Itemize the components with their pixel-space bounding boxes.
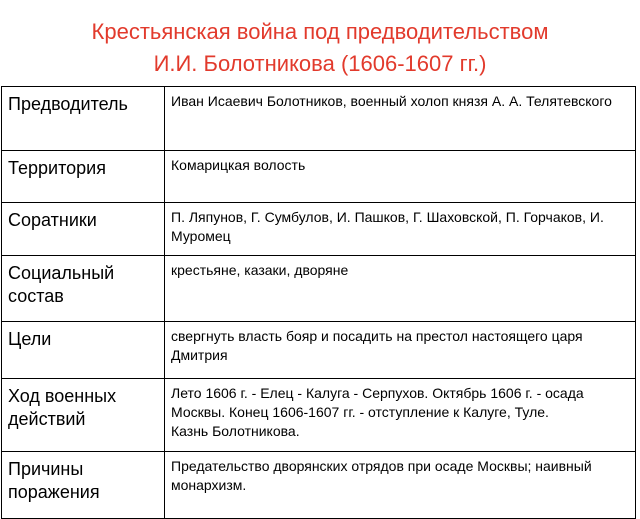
row-value-territory: Комарицкая волость	[165, 151, 636, 203]
row-label-text: Территория	[8, 158, 106, 178]
row-label-text: состав	[8, 286, 64, 306]
table-row	[2, 256, 636, 322]
row-value-associates: П. Ляпунов, Г. Сумбулов, И. Пашков, Г. Шаховской, П. Горчаков, И. Муромец	[165, 203, 636, 256]
row-label-goals	[2, 322, 165, 379]
table-row	[2, 379, 636, 452]
row-label-associates	[2, 203, 165, 256]
row-value-defeat-reasons: Предательство дворянских отрядов при осаде Москвы; наивный монархизм.	[165, 452, 636, 519]
title-line-2: И.И. Болотникова (1606-1607 гг.)	[153, 51, 487, 76]
table-row	[2, 203, 636, 256]
title-line-1: Крестьянская война под предводительством	[91, 19, 549, 44]
row-value-extra: Казнь Болотникова.	[171, 423, 300, 439]
row-value-text: Лето 1606 г. - Елец - Калуга - Серпухов. Октябрь 1606 г. - осада Москвы. Конец 1606-1607 гг. - отступление к Калуге, Туле.	[171, 385, 584, 420]
row-label-leader	[2, 87, 165, 151]
slide-title	[0, 16, 640, 80]
row-label-text: действий	[8, 409, 86, 429]
row-label-text: Социальный	[8, 263, 115, 283]
row-label-military-course	[2, 379, 165, 452]
row-value-leader: Иван Исаевич Болотников, военный холоп князя А. А. Телятевского	[165, 87, 636, 151]
row-label-defeat-reasons	[2, 452, 165, 519]
row-label-text: Цели	[8, 329, 52, 349]
table-row	[2, 151, 636, 203]
table-row	[2, 87, 636, 151]
table-row	[2, 322, 636, 379]
row-value-military-course	[165, 379, 636, 452]
table-row	[2, 452, 636, 519]
row-label-text: Причины	[8, 459, 84, 479]
row-value-goals: свергнуть власть бояр и посадить на престол настоящего царя Дмитрия	[165, 322, 636, 379]
row-label-social-composition	[2, 256, 165, 322]
info-table	[1, 86, 636, 519]
row-label-text: поражения	[8, 482, 100, 502]
row-label-territory	[2, 151, 165, 203]
row-label-text: Ход военных	[8, 386, 117, 406]
row-label-text: Предводитель	[8, 94, 128, 114]
row-value-social-composition: крестьяне, казаки, дворяне	[165, 256, 636, 322]
row-label-text: Соратники	[8, 210, 97, 230]
